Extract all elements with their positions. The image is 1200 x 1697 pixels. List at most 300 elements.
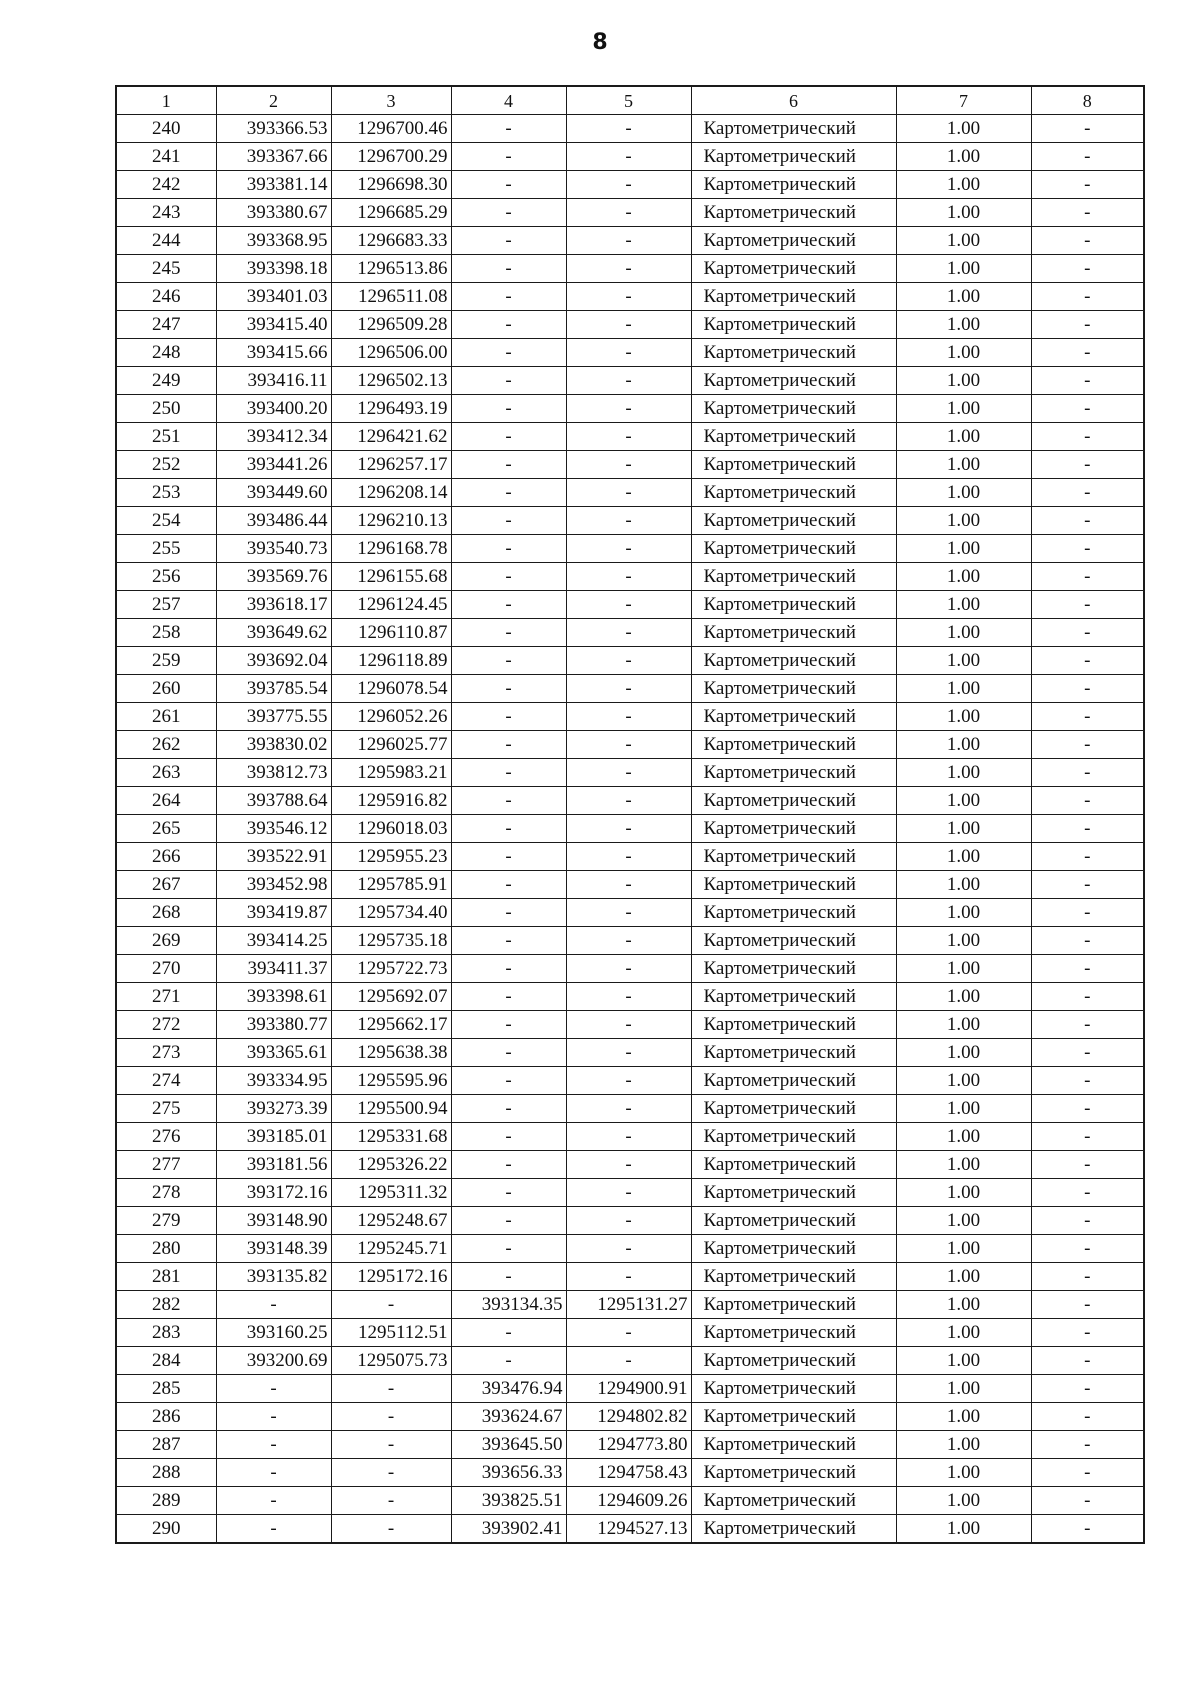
table-cell: - [451,115,566,143]
table-cell: Картометрический [691,815,896,843]
table-cell: - [216,1487,331,1515]
table-cell: - [1031,927,1144,955]
table-cell: - [451,983,566,1011]
table-cell: 1.00 [896,507,1031,535]
table-cell: 393649.62 [216,619,331,647]
table-cell: Картометрический [691,1263,896,1291]
table-cell: - [566,703,691,731]
table-cell: Картометрический [691,395,896,423]
table-cell: 1.00 [896,339,1031,367]
table-cell: 1.00 [896,619,1031,647]
table-cell: - [566,227,691,255]
table-cell: - [331,1375,451,1403]
table-cell: Картометрический [691,311,896,339]
table-cell: 1294773.80 [566,1431,691,1459]
table-cell: - [566,619,691,647]
table-cell: Картометрический [691,1039,896,1067]
table-cell: 245 [116,255,216,283]
table-cell: Картометрический [691,1487,896,1515]
table-cell: - [451,143,566,171]
table-cell: - [566,899,691,927]
table-cell: 1295785.91 [331,871,451,899]
table-cell: 1294758.43 [566,1459,691,1487]
table-cell: 393185.01 [216,1123,331,1151]
table-cell: 1.00 [896,311,1031,339]
table-cell: 1296257.17 [331,451,451,479]
table-cell: 1295916.82 [331,787,451,815]
table-cell: - [566,647,691,675]
table-cell: - [566,1095,691,1123]
table-cell: Картометрический [691,227,896,255]
table-cell: 1.00 [896,1151,1031,1179]
table-cell: 393788.64 [216,787,331,815]
column-header: 2 [216,86,331,115]
table-cell: - [566,507,691,535]
column-header: 7 [896,86,1031,115]
table-cell: 393380.77 [216,1011,331,1039]
table-cell: Картометрический [691,563,896,591]
table-cell: - [1031,227,1144,255]
table-cell: - [1031,1431,1144,1459]
table-cell: - [566,1347,691,1375]
table-cell: 1.00 [896,703,1031,731]
table-cell: 275 [116,1095,216,1123]
table-cell: Картометрический [691,1347,896,1375]
table-cell: - [451,1095,566,1123]
table-cell: - [1031,787,1144,815]
table-cell: - [451,283,566,311]
table-cell: 393902.41 [451,1515,566,1544]
table-cell: 264 [116,787,216,815]
table-cell: 1296168.78 [331,535,451,563]
table-cell: - [451,815,566,843]
table-cell: 289 [116,1487,216,1515]
table-cell: - [566,1235,691,1263]
table-cell: 260 [116,675,216,703]
table-cell: Картометрический [691,899,896,927]
column-header: 8 [1031,86,1144,115]
table-cell: 1295326.22 [331,1151,451,1179]
table-cell: 393181.56 [216,1151,331,1179]
table-cell: Картометрический [691,619,896,647]
table-cell: - [1031,1263,1144,1291]
table-cell: 279 [116,1207,216,1235]
table-cell: - [566,1207,691,1235]
table-cell: 284 [116,1347,216,1375]
table-cell: - [1031,1179,1144,1207]
table-row [116,423,1144,451]
table-cell: Картометрический [691,1235,896,1263]
table-cell: - [566,927,691,955]
table-cell: - [451,591,566,619]
table-cell: - [566,535,691,563]
table-cell: 1.00 [896,815,1031,843]
table-cell: 393449.60 [216,479,331,507]
table-cell: - [216,1291,331,1319]
table-cell: - [566,479,691,507]
table-cell: - [451,647,566,675]
table-cell: 1295638.38 [331,1039,451,1067]
table-cell: Картометрический [691,591,896,619]
table-row [116,815,1144,843]
table-cell: - [331,1459,451,1487]
table-row [116,703,1144,731]
table-cell: - [566,815,691,843]
table-cell: - [1031,731,1144,759]
table-cell: 393419.87 [216,899,331,927]
table-cell: 393569.76 [216,563,331,591]
table-cell: 393200.69 [216,1347,331,1375]
table-cell: 1295311.32 [331,1179,451,1207]
table-cell: 393398.61 [216,983,331,1011]
column-header: 6 [691,86,896,115]
table-cell: - [566,1039,691,1067]
table-cell: - [566,115,691,143]
table-cell: 250 [116,395,216,423]
column-header: 1 [116,86,216,115]
table-row [116,395,1144,423]
table-cell: - [1031,1095,1144,1123]
table-cell: Картометрический [691,367,896,395]
table-cell: 1296124.45 [331,591,451,619]
table-cell: - [451,395,566,423]
table-cell: Картометрический [691,647,896,675]
table-cell: - [331,1431,451,1459]
table-row [116,871,1144,899]
table-cell: 1296078.54 [331,675,451,703]
table-cell: 1296698.30 [331,171,451,199]
table-cell: - [566,339,691,367]
table-row [116,787,1144,815]
table-cell: 1296118.89 [331,647,451,675]
table-cell: - [451,1235,566,1263]
table-cell: - [1031,703,1144,731]
table-cell: 393624.67 [451,1403,566,1431]
table-cell: 283 [116,1319,216,1347]
table-cell: 282 [116,1291,216,1319]
table-cell: - [1031,339,1144,367]
table-cell: - [451,1179,566,1207]
table-cell: 1296700.29 [331,143,451,171]
table-cell: 252 [116,451,216,479]
table-row [116,1151,1144,1179]
table-cell: 1294900.91 [566,1375,691,1403]
table-cell: - [451,1207,566,1235]
table-cell: - [1031,1011,1144,1039]
table-row [116,143,1144,171]
table-cell: - [451,1039,566,1067]
table-cell: Картометрический [691,983,896,1011]
table-cell: 248 [116,339,216,367]
table-row [116,115,1144,143]
table-cell: 393830.02 [216,731,331,759]
table-cell: 1.00 [896,1123,1031,1151]
table-cell: 1296025.77 [331,731,451,759]
table-cell: 280 [116,1235,216,1263]
table-cell: 1.00 [896,591,1031,619]
table-row [116,171,1144,199]
table-cell: Картометрический [691,1095,896,1123]
table-cell: 261 [116,703,216,731]
table-row [116,1235,1144,1263]
table-cell: 287 [116,1431,216,1459]
table-cell: - [1031,367,1144,395]
table-cell: 247 [116,311,216,339]
table-cell: - [1031,1039,1144,1067]
table-cell: - [566,871,691,899]
table-cell: - [451,1123,566,1151]
table-cell: - [451,1263,566,1291]
table-cell: Картометрический [691,535,896,563]
table-cell: 1.00 [896,843,1031,871]
table-cell: - [1031,535,1144,563]
table-cell: - [451,927,566,955]
table-cell: - [566,199,691,227]
table-cell: - [331,1403,451,1431]
table-cell: 1.00 [896,899,1031,927]
table-cell: Картометрический [691,423,896,451]
table-cell: 253 [116,479,216,507]
table-cell: 1294802.82 [566,1403,691,1431]
table-cell: 393415.40 [216,311,331,339]
table-cell: 393415.66 [216,339,331,367]
table-cell: 1296511.08 [331,283,451,311]
table-cell: - [451,535,566,563]
table-cell: 393334.95 [216,1067,331,1095]
table-cell: - [1031,563,1144,591]
table-cell: 393398.18 [216,255,331,283]
table-cell: 393366.53 [216,115,331,143]
table-row [116,1375,1144,1403]
table-cell: - [1031,759,1144,787]
table-cell: 1.00 [896,1459,1031,1487]
table-cell: 1296700.46 [331,115,451,143]
table-cell: 1.00 [896,871,1031,899]
table-cell: 393540.73 [216,535,331,563]
table-cell: 1.00 [896,983,1031,1011]
table-row [116,731,1144,759]
table-cell: 393452.98 [216,871,331,899]
table-cell: - [1031,1207,1144,1235]
table-cell: 393381.14 [216,171,331,199]
table-row [116,591,1144,619]
table-cell: - [1031,1123,1144,1151]
table-cell: Картометрический [691,703,896,731]
table-cell: - [566,283,691,311]
table-cell: - [451,1151,566,1179]
table-cell: 393645.50 [451,1431,566,1459]
table-cell: 1294609.26 [566,1487,691,1515]
table-cell: 262 [116,731,216,759]
table-cell: 393692.04 [216,647,331,675]
table-cell: - [1031,1151,1144,1179]
table-cell: Картометрический [691,171,896,199]
table-cell: 1.00 [896,1179,1031,1207]
table-cell: 1.00 [896,1487,1031,1515]
table-row [116,927,1144,955]
table-cell: - [566,563,691,591]
table-cell: - [451,787,566,815]
table-cell: 393785.54 [216,675,331,703]
table-row [116,1347,1144,1375]
table-cell: Картометрический [691,1459,896,1487]
table-row [116,507,1144,535]
table-cell: - [566,1319,691,1347]
table-cell: 393618.17 [216,591,331,619]
table-cell: - [1031,1347,1144,1375]
table-cell: 1.00 [896,927,1031,955]
table-cell: Картометрический [691,759,896,787]
column-header: 5 [566,86,691,115]
table-cell: 1296506.00 [331,339,451,367]
table-cell: - [216,1431,331,1459]
table-cell: - [1031,451,1144,479]
table-cell: 1.00 [896,171,1031,199]
table-cell: - [566,1179,691,1207]
column-header: 3 [331,86,451,115]
table-cell: - [566,255,691,283]
table-cell: - [566,171,691,199]
table-cell: 1.00 [896,423,1031,451]
table-cell: 1296155.68 [331,563,451,591]
table-cell: 1296493.19 [331,395,451,423]
table-cell: 393441.26 [216,451,331,479]
table-cell: 272 [116,1011,216,1039]
table-cell: 393414.25 [216,927,331,955]
table-cell: - [1031,171,1144,199]
table-cell: 393825.51 [451,1487,566,1515]
table-cell: 1.00 [896,395,1031,423]
table-cell: Картометрический [691,115,896,143]
table-cell: - [1031,423,1144,451]
table-cell: Картометрический [691,479,896,507]
table-cell: 393365.61 [216,1039,331,1067]
table-cell: Картометрический [691,1375,896,1403]
table-cell: - [451,759,566,787]
table-cell: - [566,731,691,759]
table-cell: Картометрический [691,1067,896,1095]
table-cell: - [1031,1375,1144,1403]
table-cell: - [451,199,566,227]
table-cell: 1.00 [896,227,1031,255]
table-cell: 393367.66 [216,143,331,171]
table-cell: - [566,311,691,339]
table-cell: - [451,255,566,283]
table-cell: Картометрический [691,1123,896,1151]
table-cell: 242 [116,171,216,199]
table-cell: 393134.35 [451,1291,566,1319]
table-row [116,1515,1144,1544]
table-cell: - [451,507,566,535]
table-cell: 393160.25 [216,1319,331,1347]
table-cell: 1.00 [896,451,1031,479]
table-cell: 255 [116,535,216,563]
table-cell: - [451,703,566,731]
table-row [116,647,1144,675]
table-cell: 1295112.51 [331,1319,451,1347]
table-cell: 1.00 [896,1319,1031,1347]
table-cell: - [566,1263,691,1291]
table-row [116,339,1144,367]
table-cell: 1295245.71 [331,1235,451,1263]
table-cell: 267 [116,871,216,899]
table-cell: Картометрический [691,1431,896,1459]
table-cell: - [451,1319,566,1347]
table-cell: 1.00 [896,1067,1031,1095]
table-cell: Картометрический [691,1151,896,1179]
table-cell: - [331,1487,451,1515]
table-cell: - [1031,1067,1144,1095]
table-cell: 393656.33 [451,1459,566,1487]
table-cell: 393135.82 [216,1263,331,1291]
table-cell: Картометрический [691,1207,896,1235]
table-cell: Картометрический [691,955,896,983]
table-cell: Картометрический [691,731,896,759]
table-cell: 393172.16 [216,1179,331,1207]
table-cell: Картометрический [691,1011,896,1039]
table-cell: 268 [116,899,216,927]
table-cell: 393522.91 [216,843,331,871]
table-cell: 273 [116,1039,216,1067]
table-cell: - [566,1067,691,1095]
table-cell: 1295662.17 [331,1011,451,1039]
table-cell: - [331,1515,451,1544]
table-cell: 393775.55 [216,703,331,731]
table-row [116,227,1144,255]
table-cell: - [566,451,691,479]
table-cell: 1296018.03 [331,815,451,843]
table-cell: 263 [116,759,216,787]
table-cell: Картометрический [691,1403,896,1431]
table-row [116,1095,1144,1123]
table-cell: 271 [116,983,216,1011]
table-row [116,619,1144,647]
table-cell: - [566,423,691,451]
table-cell: 1.00 [896,1515,1031,1544]
table-cell: 1295595.96 [331,1067,451,1095]
table-cell: 1295075.73 [331,1347,451,1375]
table-cell: 1295331.68 [331,1123,451,1151]
table-cell: 265 [116,815,216,843]
table-cell: 1.00 [896,367,1031,395]
table-cell: 1.00 [896,1011,1031,1039]
table-cell: - [1031,283,1144,311]
table-row [116,983,1144,1011]
table-cell: - [566,983,691,1011]
table-cell: - [1031,619,1144,647]
table-cell: - [451,227,566,255]
table-cell: 1.00 [896,1403,1031,1431]
table-cell: - [451,1067,566,1095]
table-cell: 393148.90 [216,1207,331,1235]
table-cell: - [566,1123,691,1151]
table-cell: Картометрический [691,1515,896,1544]
table-header-row [116,86,1144,115]
table-row [116,899,1144,927]
table-cell: 393401.03 [216,283,331,311]
table-cell: - [566,143,691,171]
table-cell: - [1031,143,1144,171]
table-cell: - [566,955,691,983]
table-cell: - [566,843,691,871]
table-cell: 1.00 [896,731,1031,759]
table-cell: - [1031,647,1144,675]
table-row [116,1487,1144,1515]
table-row [116,1011,1144,1039]
table-cell: Картометрический [691,675,896,703]
table-cell: 276 [116,1123,216,1151]
table-cell: 1296502.13 [331,367,451,395]
